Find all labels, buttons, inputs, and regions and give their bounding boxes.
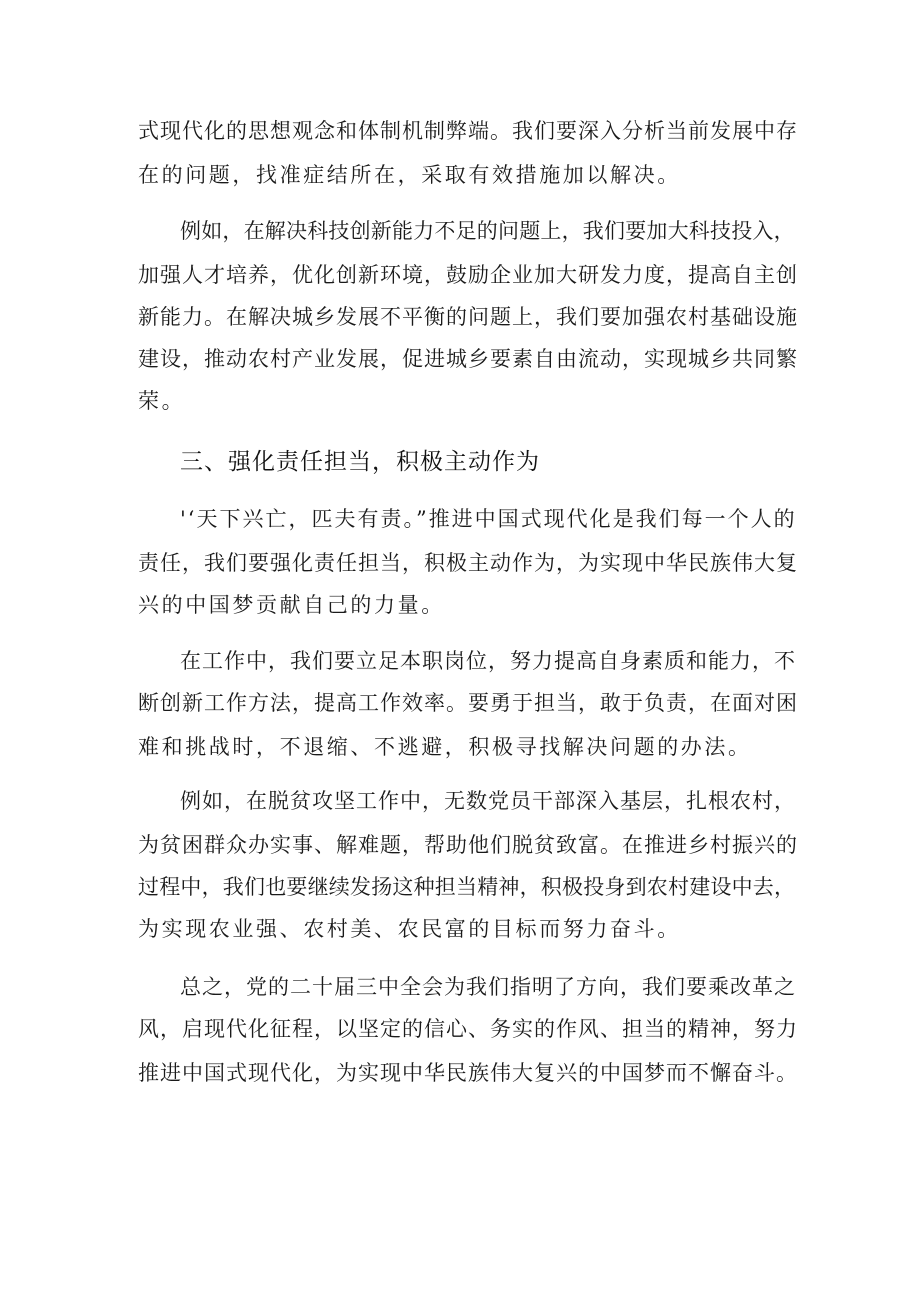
paragraph-2-line: 新能力。在解决城乡发展不平衡的问题上，我们要加强农村基础设施 — [138, 305, 798, 329]
paragraph-4-line: 断创新工作方法，提高工作效率。要勇于担当，敢于负责，在面对困 — [138, 691, 798, 715]
paragraph-1-line: 在的问题，找准症结所在，采取有效措施加以解决。 — [138, 163, 681, 187]
paragraph-2-line: 加强人才培养，优化创新环境，鼓励企业加大研发力度，提高自主创 — [138, 263, 798, 287]
paragraph-4-line: 在工作中，我们要立足本职岗位，努力提高自身素质和能力，不 — [180, 649, 796, 673]
paragraph-3-line: 责任，我们要强化责任担当，积极主动作为，为实现中华民族伟大复 — [138, 551, 798, 575]
paragraph-2-line: 建设，推动农村产业发展，促进城乡要素自由流动，实现城乡共同繁 — [138, 347, 798, 371]
paragraph-1-line: 式现代化的思想观念和体制机制弊端。我们要深入分析当前发展中存 — [138, 119, 798, 143]
paragraph-2-line: 例如，在解决科技创新能力不足的问题上，我们要加大科技投入， — [180, 219, 795, 243]
paragraph-6-line: 风，启现代化征程，以坚定的信心、务实的作风、担当的精神，努力 — [138, 1017, 798, 1041]
paragraph-5-line: 例如，在脱贫攻坚工作中，无数党员干部深入基层，扎根农村， — [180, 789, 796, 813]
paragraph-5-line: 为贫困群众办实事、解难题，帮助他们脱贫致富。在推进乡村振兴的 — [138, 833, 798, 857]
paragraph-5-line: 为实现农业强、农村美、农民富的目标而努力奋斗。 — [138, 917, 681, 941]
paragraph-4-line: 难和挑战时，不退缩、不逃避，积极寻找解决问题的办法。 — [138, 735, 752, 759]
paragraph-3-line: 兴的中国梦贡献自己的力量。 — [138, 593, 445, 617]
paragraph-5-line: 过程中，我们也要继续发扬这种担当精神，积极投身到农村建设中去， — [138, 875, 796, 899]
paragraph-6-line: 总之，党的二十届三中全会为我们指明了方向，我们要乘改革之 — [180, 975, 796, 999]
paragraph-3-line: '‘天下兴亡，匹夫有责。”推进中国式现代化是我们每一个人的 — [180, 507, 797, 531]
paragraph-2-line: 荣。 — [138, 389, 186, 413]
paragraph-6-line: 推进中国式现代化，为实现中华民族伟大复兴的中国梦而不懈奋斗。 — [138, 1061, 798, 1085]
section-heading: 三、强化责任担当，积极主动作为 — [180, 449, 540, 475]
